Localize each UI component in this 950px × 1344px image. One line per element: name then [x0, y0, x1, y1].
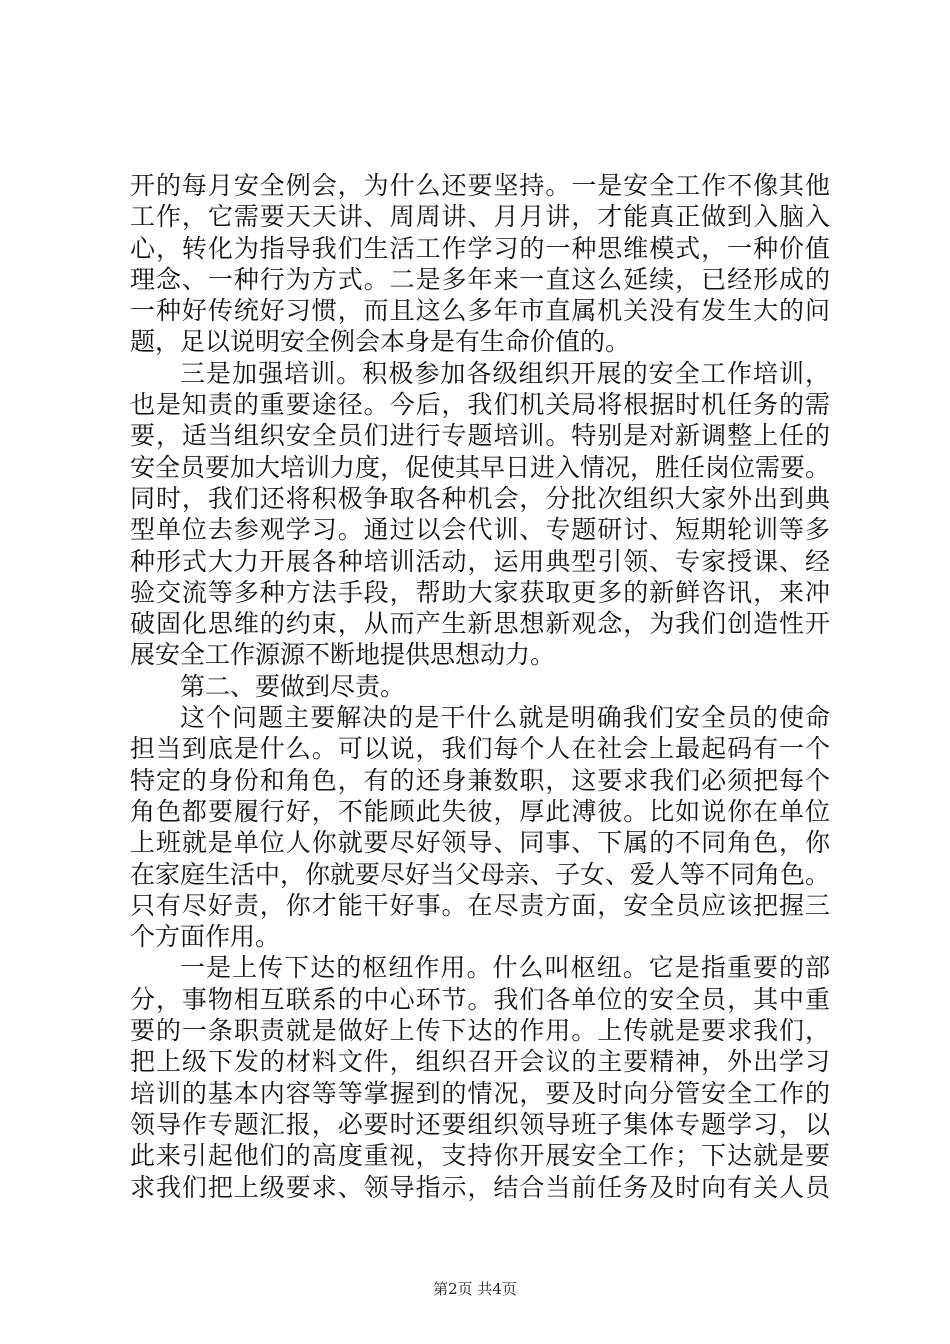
text-line: 上班就是单位人你就要尽好领导、同事、下属的不同角色，你 — [130, 828, 830, 858]
paragraph-4 — [130, 952, 830, 1202]
document-body — [130, 170, 830, 1203]
text-line: 培训的基本内容等等掌握到的情况，要及时向分管安全工作的 — [130, 1078, 830, 1108]
paragraph-2 — [130, 358, 830, 671]
text-line: 题，足以说明安全例会本身是有生命价值的。 — [130, 327, 631, 357]
text-line: 心，转化为指导我们生活工作学习的一种思维模式，一种价值 — [130, 233, 830, 263]
text-line: 理念、一种行为方式。二是多年来一直这么延续，已经形成的 — [130, 264, 830, 294]
text-line: 领导作专题汇报，必要时还要组织领导班子集体专题学习，以 — [130, 1109, 830, 1139]
text-line: 一种好传统好习惯，而且这么多年市直属机关没有发生大的问 — [130, 296, 830, 326]
text-line: 同时，我们还将积极争取各种机会，分批次组织大家外出到典 — [130, 483, 830, 513]
text-line: 破固化思维的约束，从而产生新思想新观念，为我们创造性开 — [130, 609, 830, 639]
text-line: 在家庭生活中，你就要尽好当父母亲、子女、爱人等不同角色。 — [130, 859, 831, 889]
text-line: 个方面作用。 — [130, 922, 281, 952]
text-line: 只有尽好责，你才能干好事。在尽责方面，安全员应该把握三 — [130, 890, 830, 920]
text-line: 担当到底是什么。可以说，我们每个人在社会上最起码有一个 — [130, 734, 830, 764]
text-line: 一是上传下达的枢纽作用。什么叫枢纽。它是指重要的部 — [180, 953, 830, 983]
text-line: 种形式大力开展各种培训活动，运用典型引领、专家授课、经 — [130, 546, 830, 576]
paragraph-3 — [130, 702, 830, 952]
text-line: 要，适当组织安全员们进行专题培训。特别是对新调整上任的 — [130, 421, 830, 451]
paragraph-1 — [130, 170, 830, 358]
text-line: 此来引起他们的高度重视，支持你开展安全工作；下达就是要 — [130, 1141, 830, 1171]
text-line: 把上级下发的材料文件，组织召开会议的主要精神，外出学习 — [130, 1047, 830, 1077]
text-line: 要的一条职责就是做好上传下达的作用。上传就是要求我们， — [130, 1016, 830, 1046]
text-line: 这个问题主要解决的是干什么就是明确我们安全员的使命 — [180, 703, 830, 733]
text-line: 角色都要履行好，不能顾此失彼，厚此溥彼。比如说你在单位 — [130, 796, 830, 826]
text-line: 特定的身份和角色，有的还身兼数职，这要求我们必须把每个 — [130, 765, 830, 795]
text-line: 也是知责的重要途径。今后，我们机关局将根据时机任务的需 — [130, 390, 830, 420]
text-line: 三是加强培训。积极参加各级组织开展的安全工作培训， — [180, 358, 830, 388]
text-line: 工作，它需要天天讲、周周讲、月月讲，才能真正做到入脑入 — [130, 202, 830, 232]
text-line: 型单位去参观学习。通过以会代训、专题研讨、短期轮训等多 — [130, 515, 830, 545]
page-number: 第2页 共4页 — [433, 1280, 517, 1298]
text-line: 开的每月安全例会，为什么还要坚持。一是安全工作不像其他 — [130, 171, 830, 200]
text-line: 展安全工作源源不断地提供思想动力。 — [130, 640, 556, 670]
text-line: 求我们把上级要求、领导指示，结合当前任务及时向有关人员 — [130, 1172, 830, 1202]
page-footer — [0, 1278, 950, 1299]
text-line: 分，事物相互联系的中心环节。我们各单位的安全员，其中重 — [130, 984, 830, 1014]
text-line: 安全员要加大培训力度，促使其早日进入情况，胜任岗位需要。 — [130, 452, 831, 482]
section-heading — [130, 671, 830, 702]
text-line: 验交流等多种方法手段，帮助大家获取更多的新鲜咨讯，来冲 — [130, 577, 830, 607]
heading-line: 第二、要做到尽责。 — [180, 671, 406, 701]
